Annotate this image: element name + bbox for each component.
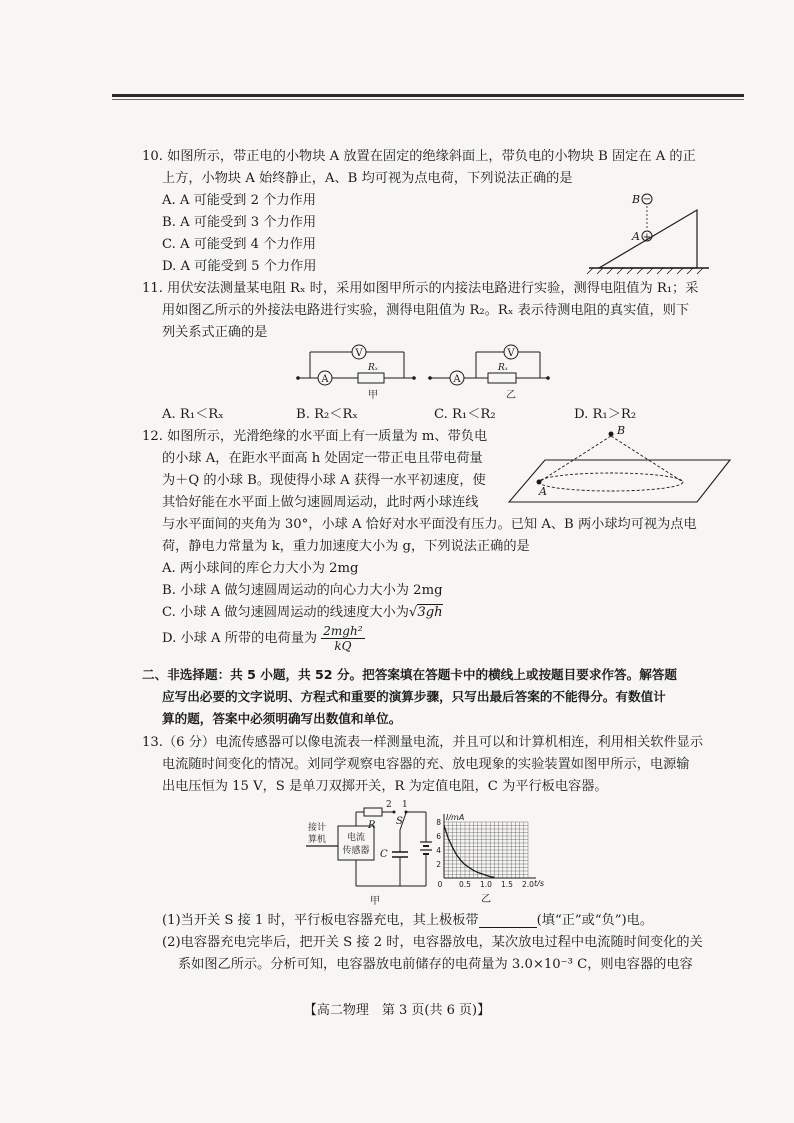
q11-stem-line1: 11. 用伏安法测量某电阻 Rₓ 时，采用如图甲所示的内接法电路进行实验，测得电阻值为 R₁；采 xyxy=(142,281,699,296)
q11-option-c: C. R₁＜R₂ xyxy=(434,407,496,422)
q10-stem-line1: 10. 如图所示，带正电的小物块 A 放置在固定的绝缘斜面上，带负电的小物块 B 固定在 A 的正 xyxy=(142,149,696,164)
y-tick-label: 6 xyxy=(436,832,441,841)
q13-current-chart xyxy=(430,812,550,908)
q11-option-d: D. R₁＞R₂ xyxy=(574,407,637,422)
q13-sub1-text: (1)当开关 S 接 1 时，平行板电容器充电，其上极板带 xyxy=(162,913,479,928)
page-footer: 【高二物理 第 3 页(共 6 页)】 xyxy=(303,1003,491,1018)
q12-option-d-numerator: 2mgh² xyxy=(323,624,363,638)
q13-sub1 xyxy=(162,910,653,932)
q12-stem-line5: 与水平面间的夹角为 30°，小球 A 恰好对水平面没有压力。已知 A、B 两小球均可视为点电 xyxy=(162,517,697,532)
section2-line2: 应写出必要的文字说明、方程式和重要的演算步骤，只写出最后答案的不能得分。有数值计 xyxy=(162,689,666,704)
sqrt-icon: √ xyxy=(408,605,418,620)
x-tick-label: 1.0 xyxy=(480,880,492,889)
header-rule-thin xyxy=(112,99,744,100)
x-axis-label: t/s xyxy=(534,879,544,888)
q13-switch-1: 1 xyxy=(402,800,408,810)
q10-label-b: B xyxy=(632,193,641,206)
q13-s-label: S xyxy=(396,816,403,827)
q12-stem-line3: 为＋Q 的小球 B。现使得小球 A 获得一水平初速度，使 xyxy=(162,473,486,488)
section2-line1: 二、非选择题：共 5 小题，共 52 分。把答案填在答题卡中的横线上或按题目要求作答。解答题 xyxy=(142,667,677,682)
q11-option-b: B. R₂＜Rₓ xyxy=(296,407,358,422)
q11-ammeter-left-label: A xyxy=(321,374,329,385)
q11-voltmeter-right-label: V xyxy=(507,348,515,359)
q12-label-a: A xyxy=(539,485,547,498)
q13-sub1-answer-blank[interactable] xyxy=(479,913,537,928)
q11-option-a: A. R₁＜Rₓ xyxy=(162,407,224,422)
q10-option-a: A. A 可能受到 2 个力作用 xyxy=(162,193,316,208)
q10-b-charge: − xyxy=(642,194,652,205)
q13-c-label: C xyxy=(380,849,388,860)
q10-a-charge: + xyxy=(642,232,652,243)
q11-ammeter-right-label: A xyxy=(453,374,461,385)
q10-incline-figure xyxy=(585,188,715,274)
x-tick-label: 0 xyxy=(437,880,443,889)
q13-caption-right: 乙 xyxy=(481,894,491,905)
q12-option-c-text: C. 小球 A 做匀速圆周运动的线速度大小为 xyxy=(162,605,409,620)
section2-line3: 算的题，答案中必须明确写出数值和单位。 xyxy=(162,711,402,726)
q11-caption-left: 甲 xyxy=(368,390,378,401)
q10-label-a: A xyxy=(632,230,640,243)
q12-option-c xyxy=(162,602,443,624)
x-tick-label: 1.5 xyxy=(501,880,513,889)
q12-label-b: B xyxy=(617,424,626,437)
q11-stem-line2: 用如图乙所示的外接法电路进行实验，测得电阻值为 R₂。Rₓ 表示待测电阻的真实值，则下 xyxy=(162,303,690,318)
q12-stem-line4: 其恰好能在水平面上做匀速圆周运动，此时两小球连线 xyxy=(162,495,479,510)
q12-option-d-fraction xyxy=(321,624,364,653)
q12-option-d-text: D. 小球 A 所带的电荷量为 xyxy=(162,631,318,646)
q11-resistor-left-label: Rₓ xyxy=(368,363,378,373)
q13-computer-label2: 算机 xyxy=(308,835,327,845)
q13-circuit-figure xyxy=(300,800,440,910)
q12-option-d xyxy=(162,624,365,653)
q11-resistor-right-label: Rₓ xyxy=(498,363,508,373)
q13-switch-2: 2 xyxy=(386,800,392,810)
q13-sub1-suffix: (填“正”或“负”)电。 xyxy=(536,913,654,928)
q13-r-label: R xyxy=(368,820,376,831)
q12-option-a: A. 两小球间的库仑力大小为 2mg xyxy=(162,561,359,576)
y-tick-label: 4 xyxy=(436,846,441,855)
q12-option-c-radicand: 3gh xyxy=(417,605,443,620)
q13-sub2-line1: (2)电容器充电完毕后，把开关 S 接 2 时，电容器放电，某次放电过程中电流随时间变化的关 xyxy=(162,935,703,950)
q12-option-d-denominator: kQ xyxy=(334,639,352,653)
y-axis-label: I/mA xyxy=(446,813,465,822)
header-rule xyxy=(112,94,744,97)
q13-computer-label1: 接计 xyxy=(308,823,327,833)
q10-option-c: C. A 可能受到 4 个力作用 xyxy=(162,237,316,252)
q10-stem-line2: 上方，小物块 A 始终静止，A、B 均可视为点电荷，下列说法正确的是 xyxy=(162,171,573,186)
q13-chart-svg xyxy=(430,812,550,908)
y-tick-label: 8 xyxy=(436,818,441,827)
q12-stem-line6: 荷，静电力常量为 k，重力加速度大小为 g，下列说法正确的是 xyxy=(162,539,530,554)
q12-option-b: B. 小球 A 做匀速圆周运动的向心力大小为 2mg xyxy=(162,583,443,598)
q11-caption-right: 乙 xyxy=(506,390,516,401)
q13-sub2-line2: 系如图乙所示。分析可知，电容器放电前储存的电荷量为 3.0×10⁻³ C，则电容器的电容 xyxy=(178,957,693,972)
q11-voltmeter-left-label: V xyxy=(355,348,363,359)
q13-sensor-label2: 传感器 xyxy=(342,846,370,856)
q11-circuit-figure xyxy=(292,338,562,402)
q13-sensor-label1: 电流 xyxy=(346,833,366,843)
q12-stem-line1: 12. 如图所示，光滑绝缘的水平面上有一质量为 m、带负电 xyxy=(142,429,488,444)
q10-option-d: D. A 可能受到 5 个力作用 xyxy=(162,259,317,274)
q12-stem-line2: 的小球 A，在距水平面高 h 处固定一带正电且带电荷量 xyxy=(162,451,483,466)
q13-caption-left: 甲 xyxy=(370,896,380,907)
x-tick-label: 0.5 xyxy=(459,880,471,889)
q13-stem-line1: 13.（6 分）电流传感器可以像电流表一样测量电流，并且可以和计算机相连，利用相关软件显示 xyxy=(142,735,704,750)
x-tick-label: 2.0 xyxy=(522,880,534,889)
q13-stem-line3: 出电压恒为 15 V，S 是单刀双掷开关，R 为定值电阻，C 为平行板电容器。 xyxy=(162,779,608,794)
q12-cone-figure xyxy=(505,422,735,504)
q11-stem-line3: 列关系式正确的是 xyxy=(162,325,268,340)
y-tick-label: 2 xyxy=(436,860,441,869)
q13-stem-line2: 电流随时间变化的情况。刘同学观察电容器的充、放电现象的实验装置如图甲所示，电源输 xyxy=(162,757,690,772)
q10-option-b: B. A 可能受到 3 个力作用 xyxy=(162,215,317,230)
